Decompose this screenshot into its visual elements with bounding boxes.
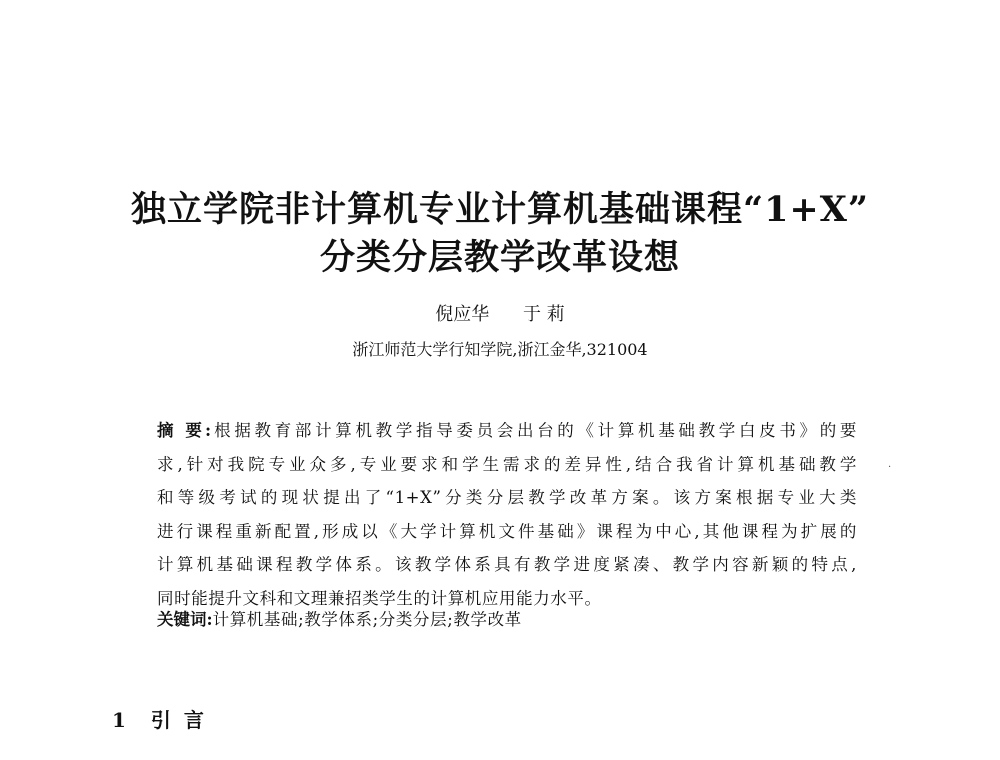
abstract-text: 根据教育部计算机教学指导委员会出台的《计算机基础教学白皮书》的要: [211, 421, 857, 440]
section-number: 1: [112, 708, 129, 732]
keywords-block: [157, 605, 857, 635]
paper-title-line-2: 分类分层教学改革设想: [319, 237, 680, 278]
abstract-label: 摘 要:: [157, 421, 212, 440]
keywords-label: 关键词:: [157, 610, 213, 629]
abstract-line: 计算机基础课程教学体系。该教学体系具有教学进度紧凑、教学内容新颖的特点,: [157, 555, 857, 575]
abstract-block: [157, 414, 857, 616]
author-name: 于 莉: [523, 304, 565, 325]
author-name: 倪应华: [435, 304, 490, 325]
abstract-line: 求,针对我院专业众多,专业要求和学生需求的差异性,结合我省计算机基础教学: [157, 454, 857, 474]
abstract-line: 进行课程重新配置,形成以《大学计算机文件基础》课程为中心,其他课程为扩展的: [157, 521, 857, 541]
scan-artifact-mark: ·: [888, 462, 892, 473]
section-heading: [112, 704, 207, 733]
abstract-line: 和等级考试的现状提出了“1+X”分类分层教学改革方案。该方案根据专业大类: [157, 488, 857, 508]
author-affiliation: 浙江师范大学行知学院,浙江金华,321004: [352, 340, 648, 359]
abstract-line: 同时能提升文科和文理兼招类学生的计算机应用能力水平。: [157, 588, 602, 608]
section-title: 引 言: [150, 708, 207, 732]
author-list: [100, 300, 900, 326]
abstract-line: [157, 414, 857, 448]
paper-title-line-1: 独立学院非计算机专业计算机基础课程“1+X”: [130, 189, 870, 230]
keywords-text: 计算机基础;教学体系;分类分层;教学改革: [212, 610, 522, 629]
